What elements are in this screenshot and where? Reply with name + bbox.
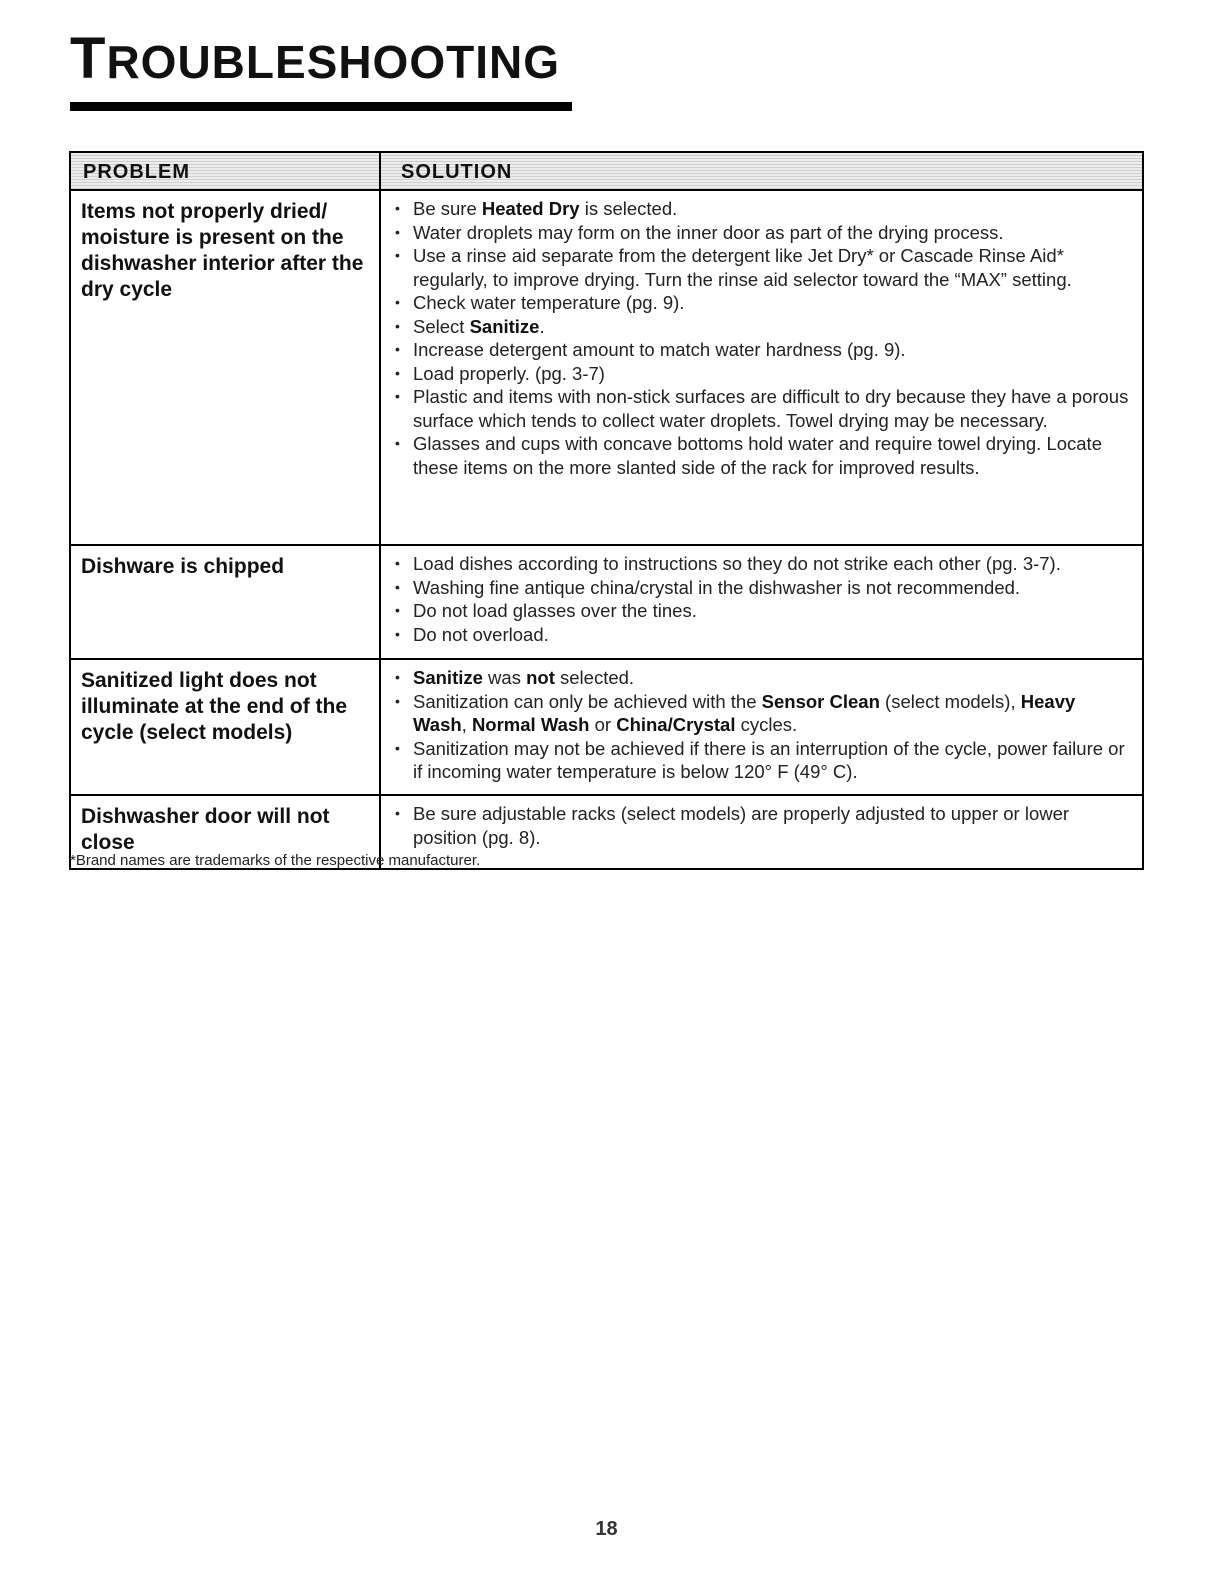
page-title-initial: T <box>70 26 107 91</box>
problem-cell: Sanitized light does not illuminate at the end of the cycle (select models) <box>70 659 380 795</box>
table-body <box>70 190 1143 869</box>
solution-item: • Load properly. (pg. 3-7) <box>395 362 1132 386</box>
solution-item: • Load dishes according to instructions so they do not strike each other (pg. 3-7). <box>395 552 1132 576</box>
table-header-row <box>70 152 1143 190</box>
solution-list <box>395 197 1132 479</box>
solution-item: • Do not load glasses over the tines. <box>395 599 1132 623</box>
solution-column-header: SOLUTION <box>380 152 1143 190</box>
problem-cell: Dishware is chipped <box>70 545 380 659</box>
page-number: 18 <box>595 1518 618 1540</box>
solution-item: • Be sure Heated Dry is selected. <box>395 197 1132 221</box>
solution-item: • Sanitize was not selected. <box>395 666 1132 690</box>
solution-list <box>395 552 1132 646</box>
title-underline <box>70 102 572 111</box>
footnote: *Brand names are trademarks of the respective manufacturer. <box>70 852 481 869</box>
solution-item: • Plastic and items with non-stick surfaces are difficult to dry because they have a porous surface which tends to collect water droplets. Towel drying may be necessary. <box>395 385 1132 432</box>
table-row <box>70 190 1143 545</box>
table-row <box>70 545 1143 659</box>
solution-item: • Water droplets may form on the inner door as part of the drying process. <box>395 221 1132 245</box>
solution-list <box>395 666 1132 784</box>
troubleshooting-table <box>69 151 1144 870</box>
solution-item: • Do not overload. <box>395 623 1132 647</box>
solution-item: • Use a rinse aid separate from the detergent like Jet Dry* or Cascade Rinse Aid* regularly, to improve drying. Turn the rinse aid selector toward the “MAX” setting. <box>395 244 1132 291</box>
solution-item: • Increase detergent amount to match water hardness (pg. 9). <box>395 338 1132 362</box>
solution-cell <box>380 545 1143 659</box>
solution-cell <box>380 795 1143 869</box>
problem-column-header: PROBLEM <box>70 152 380 190</box>
solution-item: • Sanitization can only be achieved with the Sensor Clean (select models), Heavy Wash, Normal Wash or China/Crystal cycles. <box>395 690 1132 737</box>
solution-item: • Select Sanitize. <box>395 315 1132 339</box>
solution-item: • Check water temperature (pg. 9). <box>395 291 1132 315</box>
solution-item: • Sanitization may not be achieved if there is an interruption of the cycle, power failure or if incoming water temperature is below 120° F (49° C). <box>395 737 1132 784</box>
solution-item: • Glasses and cups with concave bottoms hold water and require towel drying. Locate these items on the more slanted side of the rack for improved results. <box>395 432 1132 479</box>
solution-list <box>395 802 1132 849</box>
table-row <box>70 659 1143 795</box>
problem-cell: Dishwasher door will not close <box>70 795 380 869</box>
page-title <box>70 26 560 91</box>
page-title-rest: ROUBLESHOOTING <box>106 36 560 88</box>
solution-cell <box>380 190 1143 545</box>
solution-item: • Be sure adjustable racks (select models) are properly adjusted to upper or lower position (pg. 8). <box>395 802 1132 849</box>
problem-cell: Items not properly dried/ moisture is present on the dishwasher interior after the dry cycle <box>70 190 380 545</box>
solution-cell <box>380 659 1143 795</box>
solution-item: • Washing fine antique china/crystal in the dishwasher is not recommended. <box>395 576 1132 600</box>
